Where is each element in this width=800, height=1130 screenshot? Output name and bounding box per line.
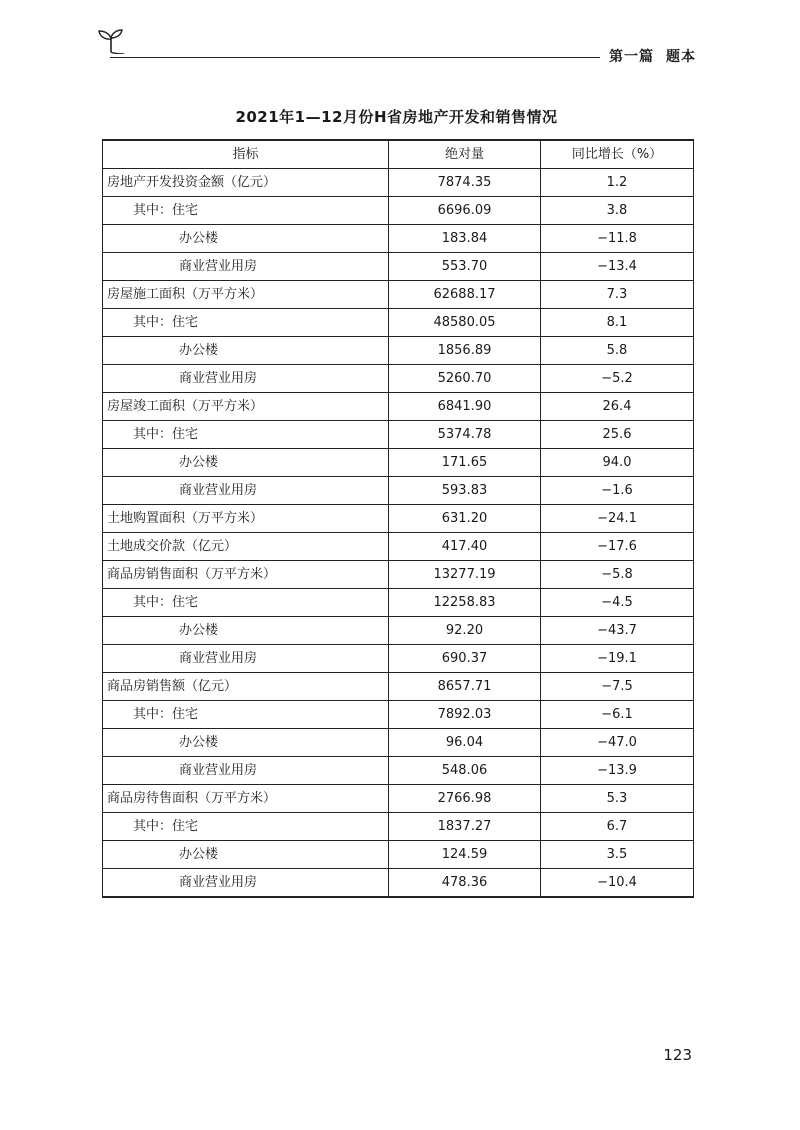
value-cell: 553.70 [389,253,541,281]
growth-cell: −47.0 [541,729,694,757]
indicator-cell: 商业营业用房 [103,757,389,785]
growth-cell: −19.1 [541,645,694,673]
table-row [103,477,694,505]
indicator-cell: 其中：住宅 [103,813,389,841]
indicator-cell: 商业营业用房 [103,645,389,673]
growth-cell: −17.6 [541,533,694,561]
header-part: 第一篇 [609,49,654,65]
table-row [103,701,694,729]
value-cell: 548.06 [389,757,541,785]
table-row [103,617,694,645]
value-cell: 62688.17 [389,281,541,309]
value-cell: 5374.78 [389,421,541,449]
value-cell: 5260.70 [389,365,541,393]
column-header-value: 绝对量 [389,140,541,169]
table-row [103,421,694,449]
value-cell: 96.04 [389,729,541,757]
growth-cell: −13.4 [541,253,694,281]
indicator-cell: 土地成交价款（亿元） [103,533,389,561]
table-row [103,813,694,841]
growth-cell: 3.8 [541,197,694,225]
value-cell: 1837.27 [389,813,541,841]
growth-cell: 1.2 [541,169,694,197]
table-row [103,225,694,253]
value-cell: 6696.09 [389,197,541,225]
value-cell: 7892.03 [389,701,541,729]
indicator-cell: 商业营业用房 [103,365,389,393]
growth-cell: −5.8 [541,561,694,589]
indicator-cell: 办公楼 [103,729,389,757]
table-row [103,869,694,898]
indicator-cell: 房屋竣工面积（万平方米） [103,393,389,421]
value-cell: 6841.90 [389,393,541,421]
value-cell: 48580.05 [389,309,541,337]
growth-cell: −43.7 [541,617,694,645]
table-row [103,281,694,309]
indicator-cell: 商品房销售面积（万平方米） [103,561,389,589]
data-table [102,139,694,898]
indicator-cell: 办公楼 [103,337,389,365]
table-row [103,197,694,225]
growth-cell: 6.7 [541,813,694,841]
table-row [103,757,694,785]
value-cell: 183.84 [389,225,541,253]
indicator-cell: 商品房销售额（亿元） [103,673,389,701]
value-cell: 92.20 [389,617,541,645]
table-row [103,645,694,673]
value-cell: 13277.19 [389,561,541,589]
value-cell: 7874.35 [389,169,541,197]
table-row [103,841,694,869]
table-row [103,393,694,421]
growth-cell: 25.6 [541,421,694,449]
indicator-cell: 其中：住宅 [103,701,389,729]
growth-cell: −1.6 [541,477,694,505]
growth-cell: −4.5 [541,589,694,617]
growth-cell: −24.1 [541,505,694,533]
value-cell: 478.36 [389,869,541,898]
indicator-cell: 办公楼 [103,617,389,645]
growth-cell: 8.1 [541,309,694,337]
value-cell: 124.59 [389,841,541,869]
value-cell: 417.40 [389,533,541,561]
page-number: 123 [663,1046,692,1064]
table-row [103,309,694,337]
growth-cell: 5.8 [541,337,694,365]
value-cell: 1856.89 [389,337,541,365]
growth-cell: −5.2 [541,365,694,393]
indicator-cell: 办公楼 [103,841,389,869]
table-row [103,561,694,589]
indicator-cell: 商业营业用房 [103,869,389,898]
column-header-growth: 同比增长（%） [541,140,694,169]
indicator-cell: 其中：住宅 [103,309,389,337]
table-row [103,365,694,393]
table-row [103,589,694,617]
indicator-cell: 其中：住宅 [103,421,389,449]
indicator-cell: 其中：住宅 [103,197,389,225]
value-cell: 171.65 [389,449,541,477]
growth-cell: 94.0 [541,449,694,477]
header-rule [110,57,600,58]
table-row [103,729,694,757]
growth-cell: 26.4 [541,393,694,421]
header-section: 题本 [666,49,696,65]
sprout-icon [96,28,126,54]
indicator-cell: 商品房待售面积（万平方米） [103,785,389,813]
value-cell: 593.83 [389,477,541,505]
table-row [103,505,694,533]
table-row [103,785,694,813]
table-row [103,533,694,561]
value-cell: 690.37 [389,645,541,673]
growth-cell: 5.3 [541,785,694,813]
table-row [103,337,694,365]
value-cell: 2766.98 [389,785,541,813]
value-cell: 8657.71 [389,673,541,701]
table-row [103,673,694,701]
table-header-row [103,140,694,169]
growth-cell: −10.4 [541,869,694,898]
indicator-cell: 房屋施工面积（万平方米） [103,281,389,309]
indicator-cell: 商业营业用房 [103,253,389,281]
table-row [103,169,694,197]
growth-cell: 7.3 [541,281,694,309]
table-title: 2021年1—12月份H省房地产开发和销售情况 [235,108,558,126]
growth-cell: −13.9 [541,757,694,785]
value-cell: 631.20 [389,505,541,533]
table-row [103,449,694,477]
running-header [597,46,696,66]
indicator-cell: 办公楼 [103,225,389,253]
indicator-cell: 房地产开发投资金额（亿元） [103,169,389,197]
table-row [103,253,694,281]
growth-cell: −6.1 [541,701,694,729]
growth-cell: −7.5 [541,673,694,701]
growth-cell: −11.8 [541,225,694,253]
indicator-cell: 商业营业用房 [103,477,389,505]
column-header-indicator: 指标 [103,140,389,169]
growth-cell: 3.5 [541,841,694,869]
value-cell: 12258.83 [389,589,541,617]
indicator-cell: 土地购置面积（万平方米） [103,505,389,533]
indicator-cell: 办公楼 [103,449,389,477]
indicator-cell: 其中：住宅 [103,589,389,617]
